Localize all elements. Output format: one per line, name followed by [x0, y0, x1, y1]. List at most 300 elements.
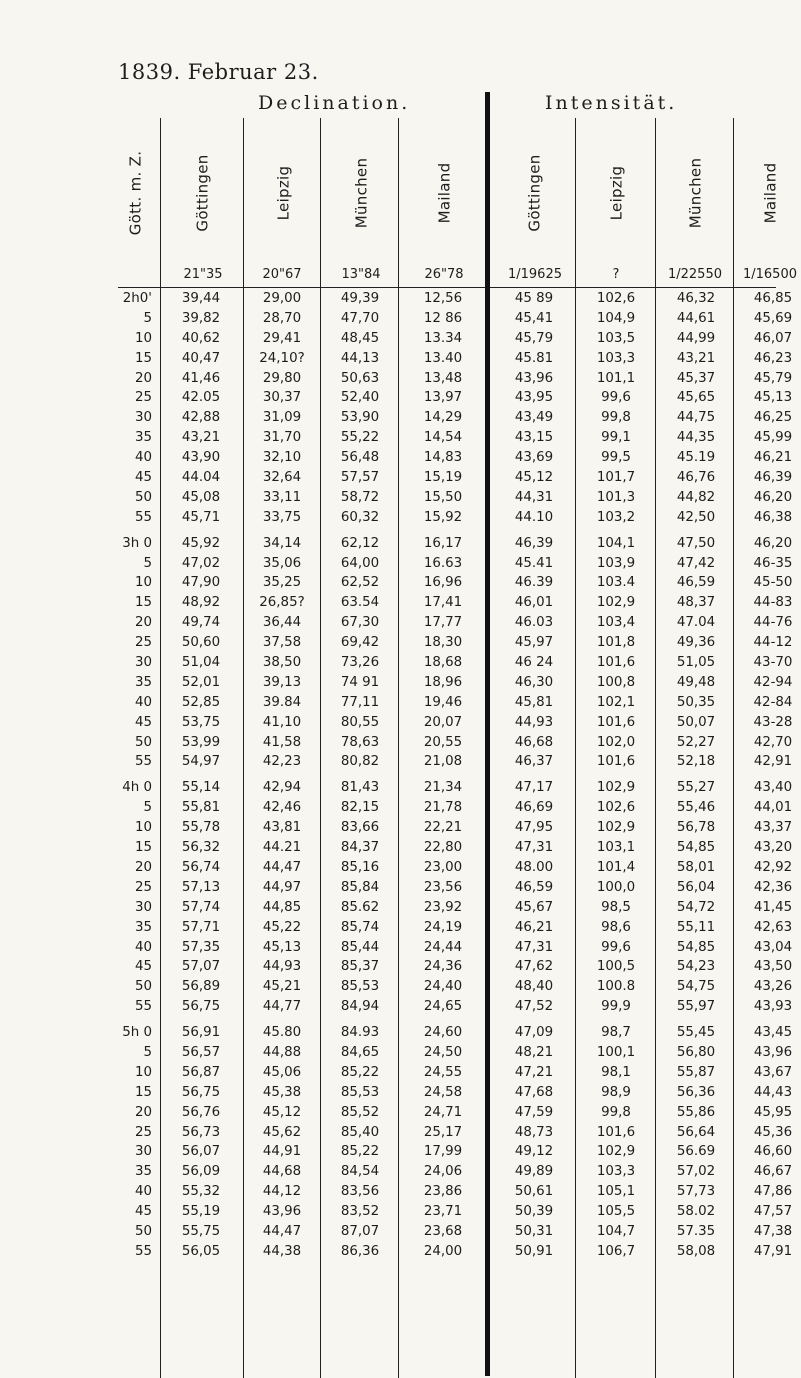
- time-cell: 10: [134, 575, 152, 591]
- table-row: [118, 289, 798, 309]
- value-cell: 45,41: [514, 310, 554, 326]
- table-row: [118, 997, 798, 1017]
- value-cell: 48.00: [514, 859, 554, 875]
- value-cell: 102,9: [596, 820, 636, 836]
- value-cell: 106,7: [596, 1243, 636, 1259]
- value-cell: 99,1: [601, 430, 631, 446]
- value-cell: 23,00: [423, 859, 463, 875]
- value-cell: 56,91: [181, 1025, 221, 1041]
- time-cell: 15: [134, 595, 152, 611]
- table-row: [118, 733, 798, 753]
- value-cell: 29,00: [262, 291, 302, 306]
- value-cell: 103,5: [596, 330, 636, 346]
- col-sub-goettingen-int: 1/19625: [507, 267, 562, 282]
- table-row: [118, 778, 798, 798]
- value-cell: 101,6: [596, 1124, 636, 1140]
- value-cell: 56,48: [340, 450, 380, 466]
- value-cell: 49,48: [676, 674, 716, 690]
- value-cell: 55,32: [181, 1184, 221, 1200]
- value-cell: 104,9: [596, 310, 636, 326]
- value-cell: 47,31: [514, 840, 554, 856]
- time-cell: 15: [134, 840, 152, 856]
- value-cell: 44,99: [676, 330, 716, 346]
- value-cell: 25,17: [423, 1124, 463, 1140]
- value-cell: 45.80: [262, 1025, 302, 1041]
- value-cell: 42-94: [753, 674, 793, 690]
- value-cell: 21,78: [423, 800, 463, 816]
- value-cell: 100,5: [596, 959, 636, 975]
- value-cell: 101,6: [596, 754, 636, 770]
- value-cell: 57,71: [181, 919, 221, 935]
- value-cell: 46,30: [514, 674, 554, 690]
- value-cell: 104,7: [596, 1223, 636, 1239]
- value-cell: 99,8: [601, 1104, 631, 1120]
- value-cell: 47,17: [514, 780, 554, 796]
- value-cell: 85,16: [340, 859, 380, 875]
- value-cell: 15,19: [423, 470, 463, 486]
- value-cell: 99,6: [601, 939, 631, 955]
- value-cell: 46,25: [753, 410, 793, 426]
- value-cell: 44,13: [340, 350, 380, 366]
- value-cell: 103,1: [596, 840, 636, 856]
- time-cell: 40: [134, 450, 152, 466]
- time-cell: 4h 0: [122, 780, 152, 796]
- value-cell: 44,31: [514, 489, 554, 505]
- value-cell: 52,18: [676, 754, 716, 770]
- value-cell: 55,27: [676, 780, 716, 796]
- value-cell: 49,39: [340, 291, 380, 306]
- col-sub-muenchen-decl: 13"84: [341, 267, 381, 282]
- value-cell: 62,12: [340, 535, 380, 551]
- value-cell: 55,78: [181, 820, 221, 836]
- time-cell: 25: [134, 1124, 152, 1140]
- value-cell: 56,89: [181, 979, 221, 995]
- value-cell: 24,60: [423, 1025, 463, 1041]
- col-sub-muenchen-int: 1/22550: [667, 267, 722, 282]
- value-cell: 101,4: [596, 859, 636, 875]
- col-header-mailand-int: Mailand: [761, 162, 780, 224]
- value-cell: 102,1: [596, 694, 636, 710]
- value-cell: 46,20: [753, 535, 793, 551]
- value-cell: 43,21: [181, 430, 221, 446]
- value-cell: 24,00: [423, 1243, 463, 1259]
- value-cell: 45,62: [262, 1124, 302, 1140]
- value-cell: 45,81: [514, 694, 554, 710]
- value-cell: 45,67: [514, 899, 554, 915]
- value-cell: 43,04: [753, 939, 793, 955]
- value-cell: 43,45: [753, 1025, 793, 1041]
- table-row: [118, 878, 798, 898]
- time-cell: 50: [134, 734, 152, 750]
- value-cell: 24,36: [423, 959, 463, 975]
- value-cell: 47,62: [514, 959, 554, 975]
- value-cell: 101,1: [596, 370, 636, 386]
- value-cell: 48,92: [181, 595, 221, 611]
- time-cell: 25: [134, 635, 152, 651]
- value-cell: 47,52: [514, 999, 554, 1015]
- value-cell: 16.63: [423, 555, 463, 571]
- value-cell: 18,30: [423, 635, 463, 651]
- value-cell: 42,88: [181, 410, 221, 426]
- value-cell: 98,9: [601, 1084, 631, 1100]
- value-cell: 85,22: [340, 1144, 380, 1160]
- value-cell: 22,21: [423, 820, 463, 836]
- value-cell: 44.10: [514, 509, 554, 525]
- value-cell: 103,2: [596, 509, 636, 525]
- value-cell: 39,13: [262, 674, 302, 690]
- value-cell: 13.34: [423, 330, 463, 346]
- value-cell: 43,90: [181, 450, 221, 466]
- value-cell: 49,12: [514, 1144, 554, 1160]
- time-cell: 5: [143, 555, 152, 571]
- value-cell: 45.41: [514, 555, 554, 571]
- value-cell: 23,92: [423, 899, 463, 915]
- value-cell: 42,46: [262, 800, 302, 816]
- value-cell: 58,08: [676, 1243, 716, 1259]
- value-cell: 105,5: [596, 1204, 636, 1220]
- value-cell: 41,10: [262, 714, 302, 730]
- value-cell: 45,79: [753, 370, 793, 386]
- value-cell: 45,22: [262, 919, 302, 935]
- value-cell: 102,9: [596, 780, 636, 796]
- table-row: [118, 508, 798, 528]
- value-cell: 44,68: [262, 1164, 302, 1180]
- value-cell: 85,53: [340, 979, 380, 995]
- value-cell: 45,99: [753, 430, 793, 446]
- value-cell: 45,79: [514, 330, 554, 346]
- table-row: [118, 1242, 798, 1262]
- value-cell: 49,36: [676, 635, 716, 651]
- value-cell: 46 24: [514, 655, 554, 671]
- value-cell: 54,85: [676, 939, 716, 955]
- value-cell: 50,63: [340, 370, 380, 386]
- value-cell: 47,59: [514, 1104, 554, 1120]
- value-cell: 45,71: [181, 509, 221, 525]
- value-cell: 24,58: [423, 1084, 463, 1100]
- value-cell: 101,8: [596, 635, 636, 651]
- value-cell: 47,95: [514, 820, 554, 836]
- value-cell: 85,37: [340, 959, 380, 975]
- value-cell: 56,57: [181, 1044, 221, 1060]
- value-cell: 57,13: [181, 879, 221, 895]
- time-cell: 15: [134, 350, 152, 366]
- value-cell: 54,97: [181, 754, 221, 770]
- value-cell: 35,06: [262, 555, 302, 571]
- value-cell: 54,23: [676, 959, 716, 975]
- value-cell: 46,21: [514, 919, 554, 935]
- value-cell: 50,07: [676, 714, 716, 730]
- value-cell: 56,32: [181, 840, 221, 856]
- time-cell: 55: [134, 1243, 152, 1259]
- value-cell: 84,54: [340, 1164, 380, 1180]
- value-cell: 45 89: [514, 291, 554, 306]
- value-cell: 102,0: [596, 734, 636, 750]
- value-cell: 82,15: [340, 800, 380, 816]
- table-row: [118, 938, 798, 958]
- value-cell: 45,92: [181, 535, 221, 551]
- table-row: [118, 1083, 798, 1103]
- value-cell: 41,58: [262, 734, 302, 750]
- value-cell: 39,82: [181, 310, 221, 326]
- value-cell: 32,10: [262, 450, 302, 466]
- value-cell: 45,13: [753, 390, 793, 406]
- time-cell: 20: [134, 615, 152, 631]
- value-cell: 40,62: [181, 330, 221, 346]
- value-cell: 41,46: [181, 370, 221, 386]
- value-cell: 43,95: [514, 390, 554, 406]
- value-cell: 46,60: [753, 1144, 793, 1160]
- value-cell: 55,45: [676, 1025, 716, 1041]
- value-cell: 47,86: [753, 1184, 793, 1200]
- value-cell: 87,07: [340, 1223, 380, 1239]
- value-cell: 52,85: [181, 694, 221, 710]
- col-header-time: Gött. m. Z.: [126, 150, 144, 236]
- value-cell: 24,71: [423, 1104, 463, 1120]
- value-cell: 46,38: [753, 509, 793, 525]
- value-cell: 24,65: [423, 999, 463, 1015]
- table-row: [118, 673, 798, 693]
- value-cell: 42,50: [676, 509, 716, 525]
- table-row: [118, 977, 798, 997]
- value-cell: 23,56: [423, 879, 463, 895]
- value-cell: 85.62: [340, 899, 380, 915]
- value-cell: 58.02: [676, 1204, 716, 1220]
- value-cell: 99,9: [601, 999, 631, 1015]
- value-cell: 98,1: [601, 1064, 631, 1080]
- value-cell: 98,6: [601, 919, 631, 935]
- value-cell: 55,97: [676, 999, 716, 1015]
- value-cell: 58,72: [340, 489, 380, 505]
- value-cell: 17,41: [423, 595, 463, 611]
- table-row: [118, 349, 798, 369]
- value-cell: 43,49: [514, 410, 554, 426]
- table-row: [118, 1103, 798, 1123]
- value-cell: 52,27: [676, 734, 716, 750]
- value-cell: 20,55: [423, 734, 463, 750]
- value-cell: 13,97: [423, 390, 463, 406]
- value-cell: 45-50: [753, 575, 793, 591]
- value-cell: 85,22: [340, 1064, 380, 1080]
- value-cell: 50,31: [514, 1223, 554, 1239]
- value-cell: 40,47: [181, 350, 221, 366]
- value-cell: 46,20: [753, 489, 793, 505]
- value-cell: 57,35: [181, 939, 221, 955]
- time-cell: 5: [143, 800, 152, 816]
- value-cell: 42.05: [181, 390, 221, 406]
- value-cell: 85,84: [340, 879, 380, 895]
- value-cell: 48,45: [340, 330, 380, 346]
- value-cell: 55,19: [181, 1204, 221, 1220]
- table-row: [118, 1023, 798, 1043]
- time-cell: 15: [134, 1084, 152, 1100]
- value-cell: 24,40: [423, 979, 463, 995]
- value-cell: 44,47: [262, 1223, 302, 1239]
- value-cell: 47.04: [676, 615, 716, 631]
- value-cell: 53,75: [181, 714, 221, 730]
- value-cell: 46,69: [514, 800, 554, 816]
- value-cell: 48,40: [514, 979, 554, 995]
- value-cell: 35,25: [262, 575, 302, 591]
- table-row: [118, 1043, 798, 1063]
- table-row: [118, 957, 798, 977]
- time-cell: 10: [134, 1064, 152, 1080]
- value-cell: 46,59: [514, 879, 554, 895]
- value-cell: 29,80: [262, 370, 302, 386]
- value-cell: 24,06: [423, 1164, 463, 1180]
- value-cell: 24,19: [423, 919, 463, 935]
- value-cell: 44,88: [262, 1044, 302, 1060]
- value-cell: 46,76: [676, 470, 716, 486]
- value-cell: 47,38: [753, 1223, 793, 1239]
- time-cell: 10: [134, 330, 152, 346]
- time-cell: 45: [134, 714, 152, 730]
- value-cell: 42,63: [753, 919, 793, 935]
- value-cell: 56,78: [676, 820, 716, 836]
- value-cell: 60,32: [340, 509, 380, 525]
- value-cell: 44,77: [262, 999, 302, 1015]
- col-sub-leipzig-int: ?: [612, 267, 620, 282]
- table-row: [118, 593, 798, 613]
- page-title: 1839. Februar 23.: [118, 60, 319, 84]
- value-cell: 103,9: [596, 555, 636, 571]
- col-header-muenchen-decl: München: [352, 157, 371, 229]
- table-row: [118, 468, 798, 488]
- value-cell: 38,50: [262, 655, 302, 671]
- value-cell: 55,75: [181, 1223, 221, 1239]
- value-cell: 30,37: [262, 390, 302, 406]
- value-cell: 56,07: [181, 1144, 221, 1160]
- value-cell: 43,21: [676, 350, 716, 366]
- time-cell: 20: [134, 370, 152, 386]
- table-row: [118, 534, 798, 554]
- value-cell: 46,21: [753, 450, 793, 466]
- table-row: [118, 309, 798, 329]
- value-cell: 44.04: [181, 470, 221, 486]
- value-cell: 101,6: [596, 714, 636, 730]
- col-header-leipzig-int: Leipzig: [607, 165, 625, 221]
- value-cell: 42,92: [753, 859, 793, 875]
- value-cell: 102,6: [596, 291, 636, 306]
- table-row: [118, 408, 798, 428]
- value-cell: 57,02: [676, 1164, 716, 1180]
- value-cell: 103,3: [596, 1164, 636, 1180]
- table-row: [118, 653, 798, 673]
- col-header-mailand-decl: Mailand: [435, 162, 454, 224]
- value-cell: 42,91: [753, 754, 793, 770]
- value-cell: 98,7: [601, 1025, 631, 1041]
- value-cell: 44,82: [676, 489, 716, 505]
- table-row: [118, 369, 798, 389]
- value-cell: 44,97: [262, 879, 302, 895]
- value-cell: 22,80: [423, 840, 463, 856]
- time-cell: 55: [134, 999, 152, 1015]
- value-cell: 13,48: [423, 370, 463, 386]
- time-cell: 55: [134, 754, 152, 770]
- value-cell: 78,63: [340, 734, 380, 750]
- value-cell: 44,93: [262, 959, 302, 975]
- header-rule: [118, 287, 776, 288]
- table-row: [118, 1162, 798, 1182]
- value-cell: 45,12: [514, 470, 554, 486]
- value-cell: 50,61: [514, 1184, 554, 1200]
- table-row: [118, 554, 798, 574]
- value-cell: 50,39: [514, 1204, 554, 1220]
- value-cell: 31,09: [262, 410, 302, 426]
- value-cell: 46.03: [514, 615, 554, 631]
- value-cell: 64,00: [340, 555, 380, 571]
- value-cell: 54,75: [676, 979, 716, 995]
- value-cell: 32,64: [262, 470, 302, 486]
- value-cell: 43-28: [753, 714, 793, 730]
- time-cell: 2h0': [122, 291, 152, 306]
- value-cell: 15,50: [423, 489, 463, 505]
- value-cell: 85,53: [340, 1084, 380, 1100]
- value-cell: 42,36: [753, 879, 793, 895]
- value-cell: 45,21: [262, 979, 302, 995]
- value-cell: 52,40: [340, 390, 380, 406]
- value-cell: 43,96: [514, 370, 554, 386]
- value-cell: 80,82: [340, 754, 380, 770]
- value-cell: 100,1: [596, 1044, 636, 1060]
- value-cell: 43,69: [514, 450, 554, 466]
- value-cell: 33,11: [262, 489, 302, 505]
- value-cell: 34,14: [262, 535, 302, 551]
- value-cell: 18,68: [423, 655, 463, 671]
- value-cell: 46,32: [676, 291, 716, 306]
- value-cell: 45,12: [262, 1104, 302, 1120]
- value-cell: 56,80: [676, 1044, 716, 1060]
- value-cell: 103,3: [596, 350, 636, 366]
- value-cell: 56,64: [676, 1124, 716, 1140]
- value-cell: 46.39: [514, 575, 554, 591]
- col-sub-mailand-int: 1/16500: [742, 267, 797, 282]
- value-cell: 46-35: [753, 555, 793, 571]
- value-cell: 57,57: [340, 470, 380, 486]
- value-cell: 52,01: [181, 674, 221, 690]
- value-cell: 44,47: [262, 859, 302, 875]
- value-cell: 85,74: [340, 919, 380, 935]
- time-cell: 35: [134, 430, 152, 446]
- time-cell: 30: [134, 655, 152, 671]
- value-cell: 44,61: [676, 310, 716, 326]
- value-cell: 42-84: [753, 694, 793, 710]
- value-cell: 43,20: [753, 840, 793, 856]
- value-cell: 44,43: [753, 1084, 793, 1100]
- value-cell: 33,75: [262, 509, 302, 525]
- value-cell: 43,67: [753, 1064, 793, 1080]
- value-cell: 44-76: [753, 615, 793, 631]
- table-row: [118, 818, 798, 838]
- time-cell: 35: [134, 1164, 152, 1180]
- value-cell: 47,21: [514, 1064, 554, 1080]
- table-row: [118, 838, 798, 858]
- value-cell: 45,97: [514, 635, 554, 651]
- value-cell: 44,75: [676, 410, 716, 426]
- value-cell: 43,81: [262, 820, 302, 836]
- value-cell: 44,93: [514, 714, 554, 730]
- table-row: [118, 713, 798, 733]
- value-cell: 56,36: [676, 1084, 716, 1100]
- value-cell: 105,1: [596, 1184, 636, 1200]
- table-row: [118, 1063, 798, 1083]
- value-cell: 42,94: [262, 780, 302, 796]
- value-cell: 54,85: [676, 840, 716, 856]
- value-cell: 48,21: [514, 1044, 554, 1060]
- value-cell: 57,74: [181, 899, 221, 915]
- time-cell: 3h 0: [122, 535, 152, 551]
- value-cell: 45,69: [753, 310, 793, 326]
- table-row: [118, 858, 798, 878]
